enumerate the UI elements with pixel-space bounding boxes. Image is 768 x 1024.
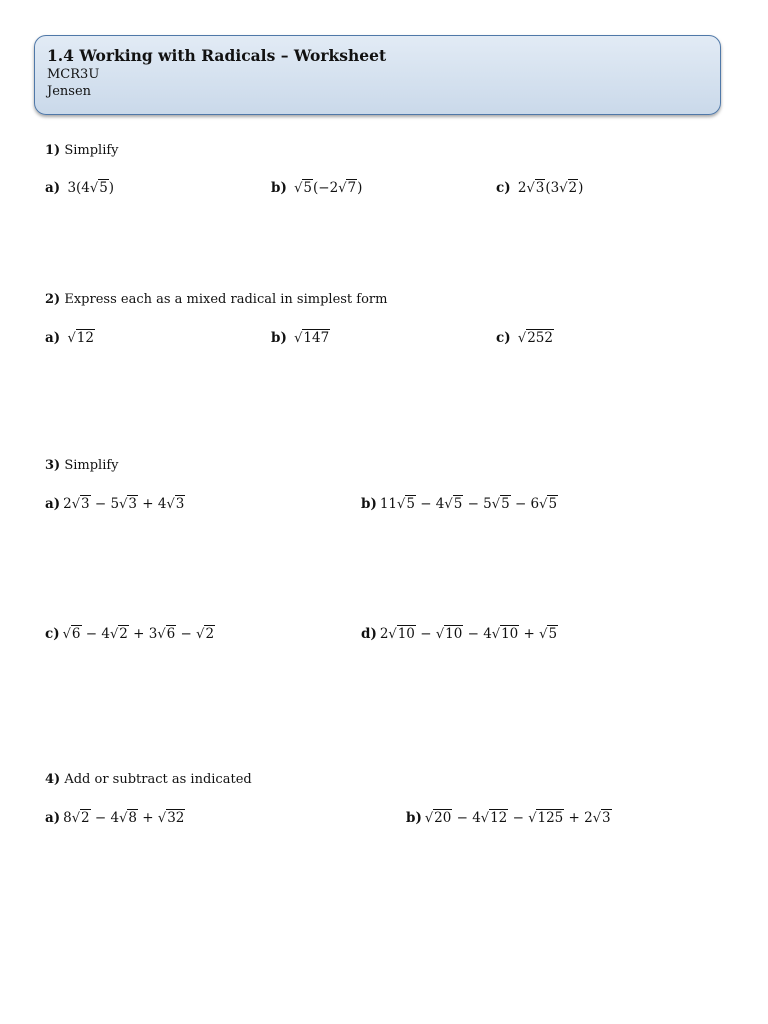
suffix: (3 [545,180,560,196]
radicand: 5 [548,626,558,642]
radicand: 6 [71,626,81,642]
radicand: 2 [81,810,90,826]
item-label: c) [496,330,511,346]
radical: √32 [157,810,185,826]
term-prefix: − [508,810,529,826]
radicand: 10 [501,626,519,642]
radicand: 5 [501,496,510,512]
suffix: ) [108,180,115,196]
question-prompt: Simplify [64,458,119,473]
q1-item-c [496,178,583,199]
radicand: 3 [602,810,611,826]
suffix: ) [578,180,584,196]
radical: √6 [62,626,81,642]
question-1 [45,142,119,160]
term-prefix: + 2 [564,810,593,826]
radicand: 3 [175,496,185,512]
radicand: 12 [76,330,94,346]
radicand: 6 [166,626,176,642]
radicand: 3 [128,496,137,512]
item-label: c) [496,180,511,196]
term-prefix: − 4 [81,626,110,642]
radical: √5 [539,496,558,512]
item-label: a) [45,496,61,512]
item-label: d) [361,626,377,642]
question-4 [45,771,252,789]
question-prompt: Simplify [64,143,119,158]
radicand: 10 [397,626,415,642]
radical: √3 [526,180,545,196]
radicand: 20 [434,810,452,826]
radicand: 5 [303,180,313,196]
course-code: MCR3U [47,67,100,82]
radical: √5 [89,180,108,196]
radical: √12 [67,330,94,346]
term-prefix: − 4 [90,810,120,826]
item-label: a) [45,330,61,346]
item-label: a) [45,810,61,826]
radical: √2 [559,180,578,196]
term-prefix: − 4 [463,626,492,642]
q1-item-a [45,178,114,199]
radicand: 3 [535,180,545,196]
term-prefix: − 4 [415,496,445,512]
term-prefix: 11 [379,496,398,512]
q3-item-a [45,494,185,515]
q4-item-a [45,808,185,829]
item-label: b) [361,496,377,512]
q3-item-c [45,624,215,645]
radical: √3 [71,496,90,512]
question-3 [45,457,119,475]
q4-item-b [406,808,612,829]
item-label: a) [45,180,61,196]
term-prefix: − 4 [452,810,481,826]
radicand: 12 [490,810,508,826]
radicand: 32 [167,810,185,826]
radical: √5 [397,496,415,512]
suffix: ) [357,180,363,196]
radical: √147 [294,330,330,346]
q3-item-b [361,494,558,515]
coefficient: 2 [517,180,527,196]
term-prefix: + 4 [138,496,167,512]
q1-item-b [271,178,362,199]
term-prefix: 2 [379,626,389,642]
radical: √3 [592,810,611,826]
radicand: 10 [445,626,463,642]
coefficient: 3(4 [67,180,90,196]
item-label: b) [271,180,287,196]
teacher-name: Jensen [47,84,92,99]
radicand: 5 [406,496,415,512]
radicand: 5 [548,496,558,512]
radicand: 147 [303,330,330,346]
radical: √10 [491,626,519,642]
term-prefix: − 6 [510,496,540,512]
radical: √10 [388,626,415,642]
term-prefix: − 5 [463,496,492,512]
radicand: 2 [119,626,128,642]
radical: √125 [528,810,564,826]
radicand: 2 [205,626,215,642]
term-prefix: − 5 [90,496,120,512]
radical: √5 [491,496,510,512]
worksheet-title: 1.4 Working with Radicals – Worksheet [47,46,387,65]
radical: √5 [444,496,463,512]
question-prompt: Add or subtract as indicated [64,772,252,787]
term-prefix: + 3 [128,626,158,642]
radical: √12 [480,810,508,826]
radical: √6 [157,626,176,642]
term-prefix: − [176,626,197,642]
question-number: 2) [45,292,61,307]
question-2 [45,291,387,309]
q3-item-d [361,624,558,645]
radicand: 125 [537,810,564,826]
radical: √5 [539,626,558,642]
question-prompt: Express each as a mixed radical in simplest form [64,292,388,307]
radicand: 8 [128,810,137,826]
radical: √3 [166,496,185,512]
item-label: b) [271,330,287,346]
q2-item-b [271,328,330,349]
radical: √7 [338,180,357,196]
term-prefix: 8 [63,810,72,826]
q2-item-a [45,328,95,349]
radical: √20 [424,810,452,826]
question-number: 4) [45,772,61,787]
radical: √2 [196,626,215,642]
item-label: b) [406,810,422,826]
term-prefix: + [519,626,540,642]
radical: √3 [119,496,137,512]
radical: √8 [119,810,137,826]
question-number: 1) [45,143,61,158]
radical: √10 [435,626,463,642]
radical: √252 [517,330,553,346]
radicand: 2 [568,180,578,196]
term-prefix: + [138,810,158,826]
radicand: 252 [527,330,553,346]
q2-item-c [496,328,554,349]
suffix: (−2 [313,180,339,196]
term-prefix: − [415,626,436,642]
radicand: 3 [81,496,90,512]
question-number: 3) [45,458,61,473]
radicand: 5 [99,180,108,196]
radical: √2 [71,810,90,826]
worksheet-header [34,35,721,115]
radicand: 7 [347,180,357,196]
radicand: 5 [453,496,463,512]
radical: √2 [109,626,128,642]
item-label: c) [45,626,60,642]
radical: √5 [294,180,313,196]
term-prefix: 2 [63,496,72,512]
